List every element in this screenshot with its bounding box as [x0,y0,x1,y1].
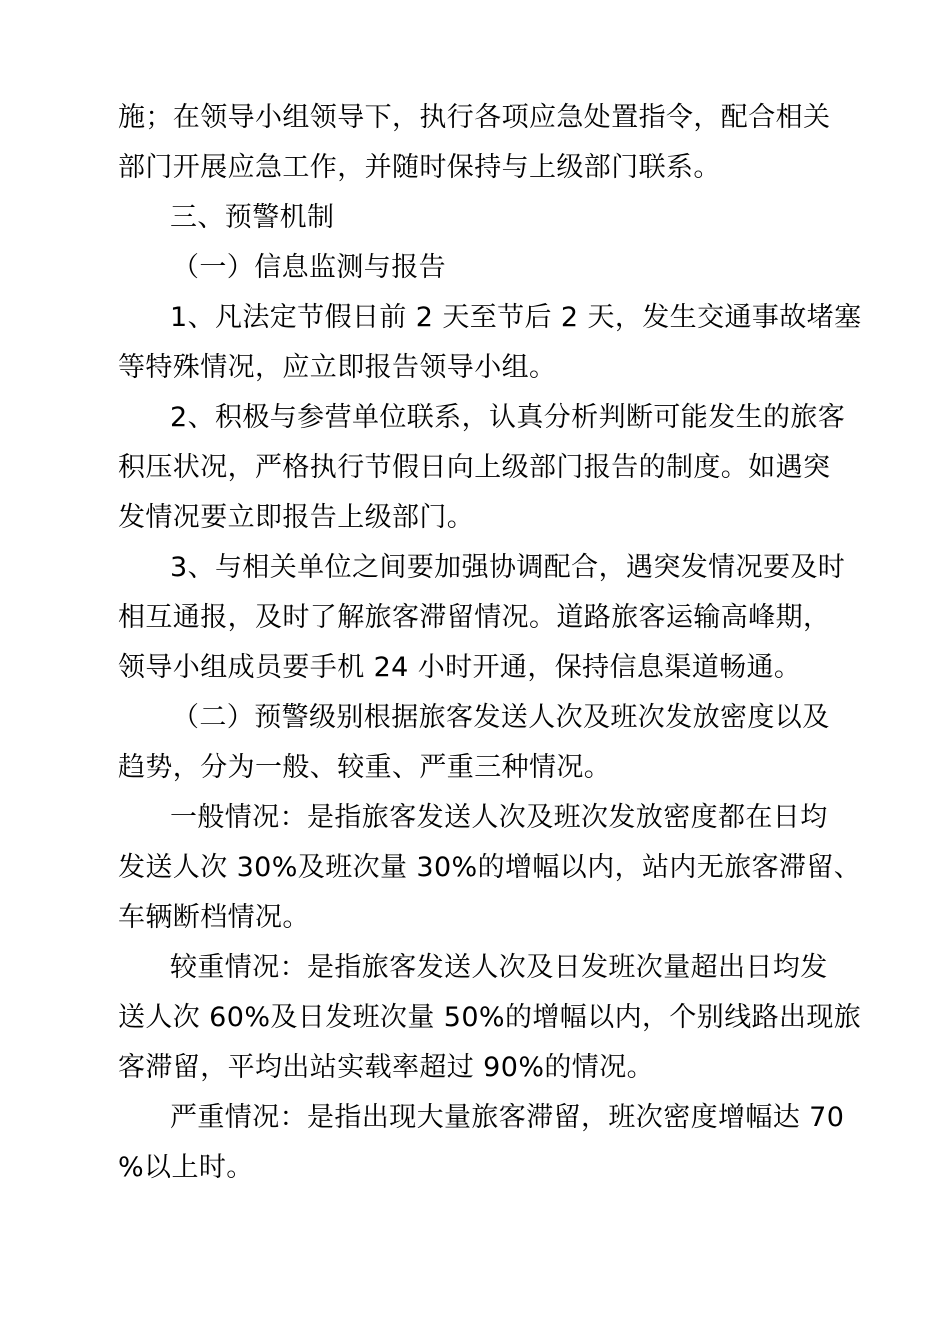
text-line: 较重情况：是指旅客发送人次及日发班次量超出日均发 [170,952,828,983]
text-line: 部门开展应急工作，并随时保持与上级部门联系。 [118,152,721,183]
text-line: 送人次 60%及日发班次量 50%的增幅以内，个别线路出现旅 [118,1002,862,1033]
text-line: 发送人次 30%及班次量 30%的增幅以内，站内无旅客滞留、 [118,852,862,883]
text-line: 积压状况，严格执行节假日向上级部门报告的制度。如遇突 [118,452,831,483]
text-line: 发情况要立即报告上级部门。 [118,502,475,533]
text-line: 一般情况：是指旅客发送人次及班次发放密度都在日均 [170,802,828,833]
subsection-heading: （一）信息监测与报告 [172,252,446,283]
section-heading: 三、预警机制 [170,202,335,233]
subsection-heading: （二）预警级别根据旅客发送人次及班次发放密度以及 [172,702,830,733]
text-line: 施；在领导小组领导下，执行各项应急处置指令，配合相关 [118,102,831,133]
text-line: 趋势，分为一般、较重、严重三种情况。 [118,752,612,783]
text-line: 领导小组成员要手机 24 小时开通，保持信息渠道畅通。 [118,652,802,683]
text-line: 1、凡法定节假日前 2 天至节后 2 天，发生交通事故堵塞 [170,302,862,333]
text-line: 车辆断档情况。 [118,902,310,933]
text-line: 客滞留，平均出站实载率超过 90%的情况。 [118,1052,654,1083]
text-line: 严重情况：是指出现大量旅客滞留，班次密度增幅达 70 [170,1102,845,1133]
text-line: 等特殊情况，应立即报告领导小组。 [118,352,557,383]
text-line: 3、与相关单位之间要加强协调配合，遇突发情况要及时 [170,552,846,583]
text-line: %以上时。 [118,1152,254,1183]
text-line: 2、积极与参营单位联系，认真分析判断可能发生的旅客 [170,402,846,433]
text-line: 相互通报，及时了解旅客滞留情况。道路旅客运输高峰期， [118,602,831,633]
